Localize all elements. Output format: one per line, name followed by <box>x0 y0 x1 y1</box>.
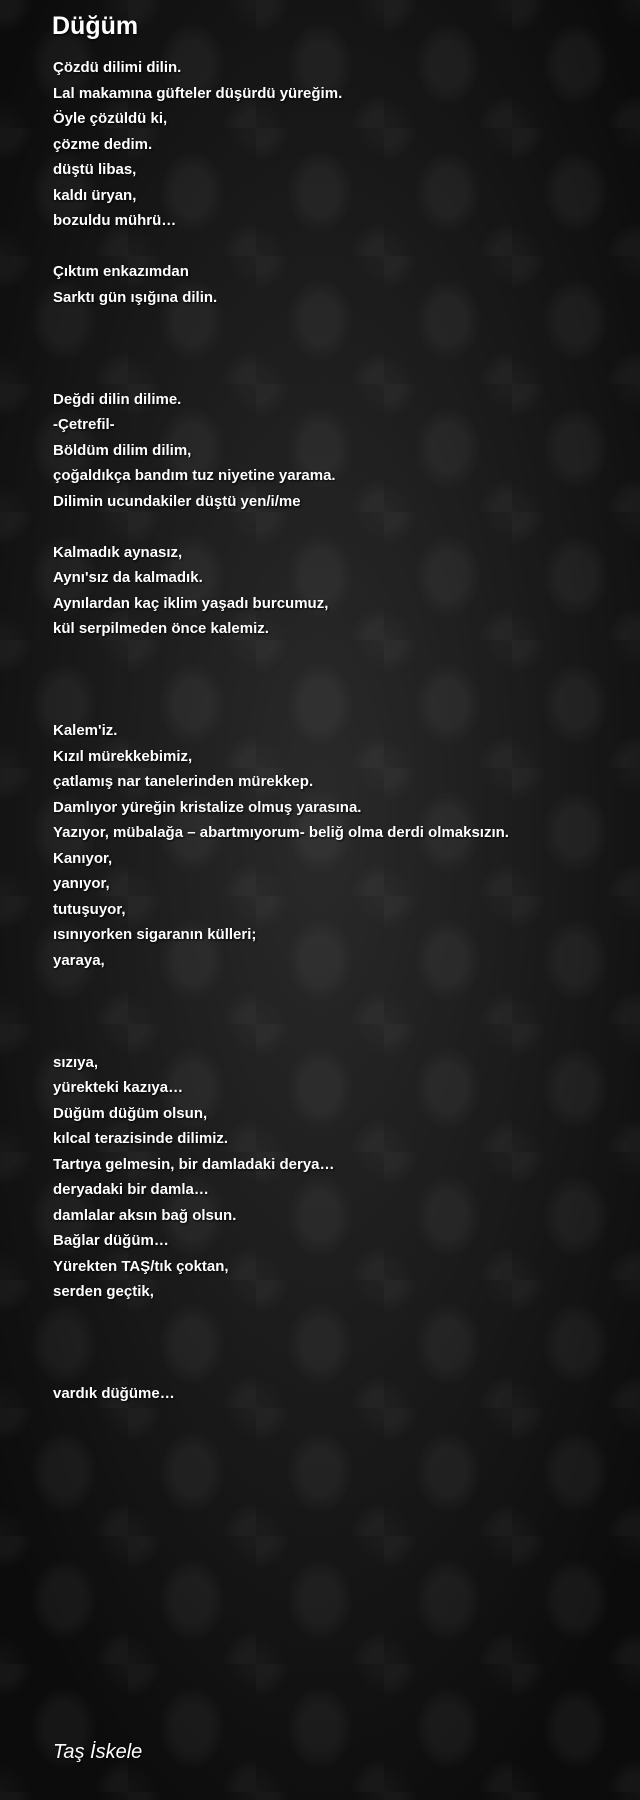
stanza-gap <box>53 336 623 362</box>
stanza-gap <box>53 1356 623 1382</box>
stanza-gap <box>53 1305 623 1331</box>
poem-line: yanıyor, <box>53 875 110 892</box>
poem-line: Bağlar düğüm… <box>53 1232 169 1249</box>
poem-line: Kalem'iz. <box>53 722 118 739</box>
poem-line: çatlamış nar tanelerinden mürekkep. <box>53 773 314 790</box>
stanza-gap <box>53 999 623 1025</box>
poem-line: Çıktım enkazımdan <box>53 263 189 280</box>
poem-line: kaldı üryan, <box>53 186 137 204</box>
stanza-gap <box>53 234 623 260</box>
poem-line: Sarktı gün ışığına dilin. <box>53 288 218 306</box>
poem-line: Kalmadık aynasız, <box>53 543 183 561</box>
stanza-gap <box>53 514 623 540</box>
poem-line: Böldüm dilim dilim, <box>53 441 192 459</box>
poem-title: Düğüm <box>52 12 139 40</box>
stanza-gap <box>53 361 623 387</box>
poem-line: çoğaldıkça bandım tuz niyetine yarama. <box>53 467 336 484</box>
poem-line: Aynılardan kaç iklim yaşadı burcumuz, <box>53 594 329 612</box>
poem-line: Öyle çözüldü ki, <box>53 110 168 127</box>
poem-line: Kızıl mürekkebimiz, <box>53 747 193 765</box>
poem-line: kılcal terazisinde dilimiz. <box>53 1130 229 1147</box>
poem-line: Aynı'sız da kalmadık. <box>53 569 203 586</box>
stanza-gap <box>53 642 623 668</box>
stanza-gap <box>53 310 623 336</box>
poem-body <box>53 55 623 1407</box>
poem-line: Düğüm düğüm olsun, <box>53 1104 208 1122</box>
poem-line: Değdi dilin dilime. <box>53 390 182 408</box>
poem-line: bozuldu mührü… <box>53 212 177 229</box>
poem-line: serden geçtik, <box>53 1283 154 1300</box>
poem-line: Lal makamına güfteler düşürdü yüreğim. <box>53 84 343 102</box>
poem-line: ısınıyorken sigaranın külleri; <box>53 926 257 943</box>
stanza-gap <box>53 1024 623 1050</box>
poem-author: Taş İskele <box>53 1741 143 1763</box>
poem-line: çözme dedim. <box>53 135 153 153</box>
stanza-gap <box>53 973 623 999</box>
poem-line: deryadaki bir damla… <box>53 1181 209 1198</box>
poem-line: Kanıyor, <box>53 849 113 867</box>
poem-line: düştü libas, <box>53 161 137 178</box>
poem-line: vardık düğüme… <box>53 1385 175 1402</box>
poem-line: yaraya, <box>53 951 105 969</box>
poem-line: yürekteki kazıya… <box>53 1079 184 1096</box>
poem-line: sızıya, <box>53 1053 99 1071</box>
poem-line: damlalar aksın bağ olsun. <box>53 1206 237 1224</box>
poem-line: Damlıyor yüreğin kristalize olmuş yarasına. <box>53 798 362 816</box>
poem-line: Yazıyor, mübalağa – abartmıyorum- beliğ olma derdi olmaksızın. <box>53 824 509 841</box>
stanza-gap <box>53 693 623 719</box>
stanza-gap <box>53 1330 623 1356</box>
poem-line: tutuşuyor, <box>53 900 126 918</box>
poem-line: kül serpilmeden önce kalemiz. <box>53 620 269 637</box>
poem-line: Tartıya gelmesin, bir damladaki derya… <box>53 1155 335 1173</box>
stanza-gap <box>53 667 623 693</box>
poem-line: Yürekten TAŞ/tık çoktan, <box>53 1257 229 1275</box>
poem-line: Dilimin ucundakiler düştü yen/i/me <box>53 492 301 510</box>
poem-line: Çözdü dilimi dilin. <box>53 59 182 76</box>
poem-line: -Çetrefil- <box>53 416 115 433</box>
